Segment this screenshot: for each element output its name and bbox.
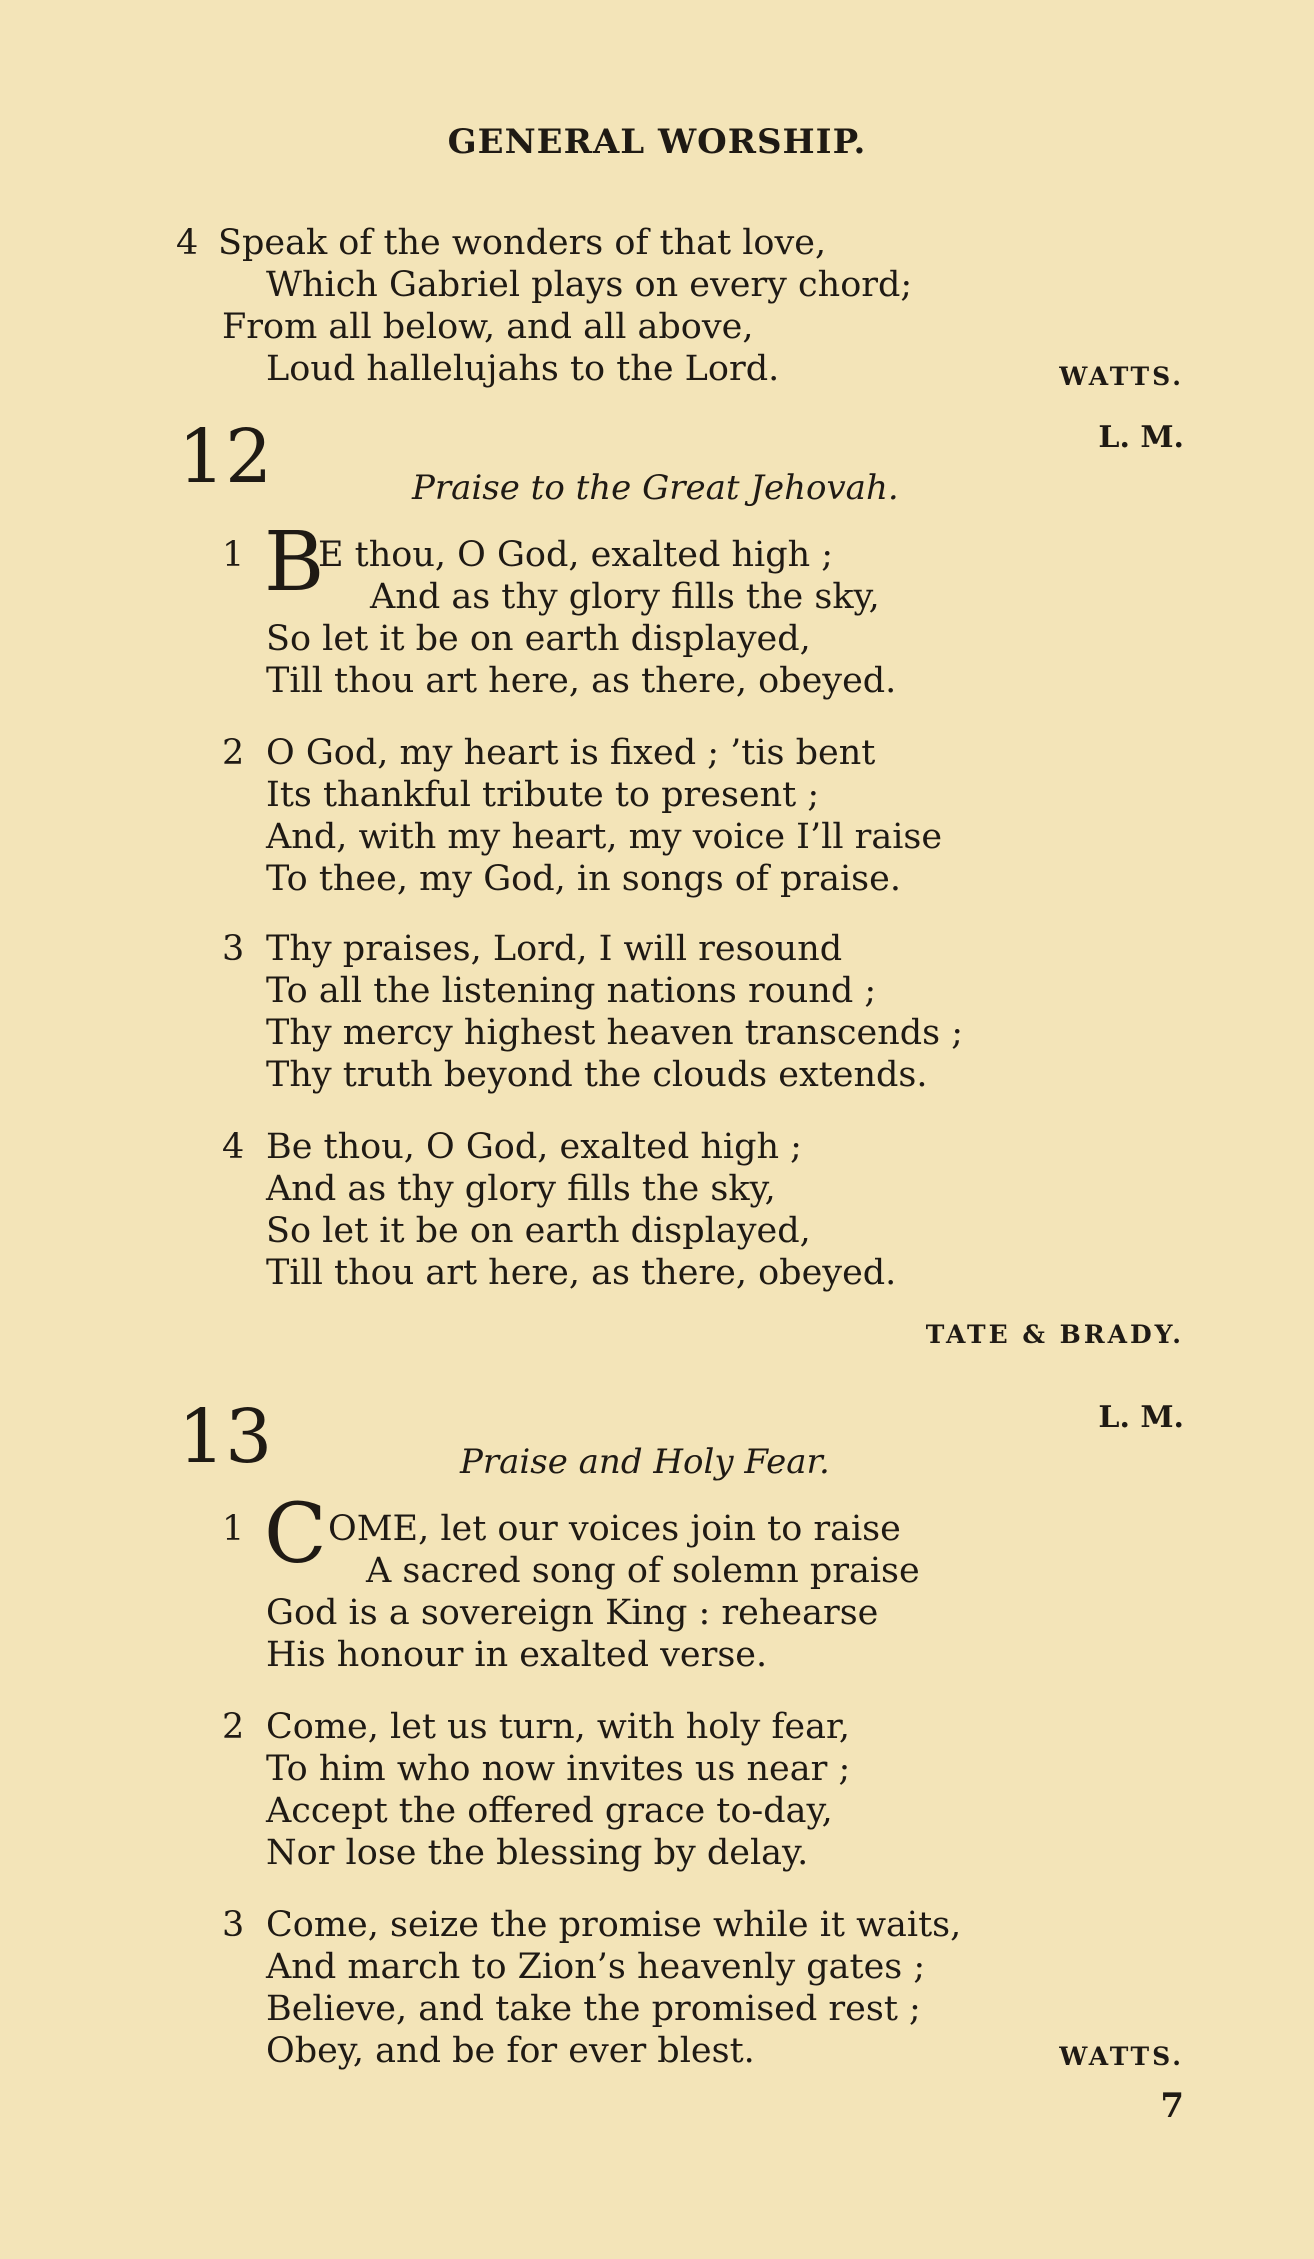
- verse-line: Thy truth beyond the clouds extends.: [266, 1055, 928, 1095]
- verse-line: From all below, and all above,: [222, 307, 754, 347]
- verse-line: Its thankful tribute to present ;: [266, 775, 820, 815]
- drop-cap: B: [264, 515, 325, 610]
- verse-line: Till thou art here, as there, obeyed.: [266, 1253, 897, 1293]
- verse-line: And as thy glory fills the sky,: [370, 577, 880, 617]
- verse-line: Nor lose the blessing by delay.: [266, 1833, 809, 1873]
- verse-line: His honour in exalted verse.: [266, 1635, 768, 1675]
- verse-line: Come, let us turn, with holy fear,: [266, 1707, 850, 1747]
- verse-line: Till thou art here, as there, obeyed.: [266, 661, 897, 701]
- verse-line: Thy mercy highest heaven transcends ;: [266, 1013, 964, 1053]
- drop-cap: C: [264, 1487, 327, 1582]
- verse-line: And, with my heart, my voice I’ll raise: [266, 817, 943, 857]
- hymn-number: 13: [178, 1394, 273, 1480]
- hymn-number: 12: [178, 414, 273, 500]
- verse-number: 1: [222, 1509, 245, 1549]
- verse-line: Accept the offered grace to-day,: [266, 1791, 833, 1831]
- verse-line: To him who now invites us near ;: [266, 1749, 851, 1789]
- verse-line: A sacred song of solemn praise: [366, 1551, 920, 1591]
- running-header: GENERAL WORSHIP.: [447, 122, 867, 162]
- verse-number: 4: [222, 1127, 245, 1167]
- page-number: 7: [1160, 2086, 1184, 2126]
- verse-line: Thy praises, Lord, I will resound: [266, 929, 843, 969]
- verse-number: 4: [176, 223, 199, 263]
- verse-line: Speak of the wonders of that love,: [218, 223, 827, 263]
- verse-number: 3: [222, 929, 245, 969]
- hymn-title: Praise to the Great Jehovah.: [412, 468, 899, 508]
- verse-line: E thou, O God, exalted high ;: [318, 535, 834, 575]
- verse-line: God is a sovereign King : rehearse: [266, 1593, 879, 1633]
- verse-line: And march to Zion’s heavenly gates ;: [266, 1947, 926, 1987]
- hymn-meter: L. M.: [1098, 1400, 1184, 1435]
- verse-line: Obey, and be for ever blest.: [266, 2031, 755, 2071]
- verse-line: So let it be on earth displayed,: [266, 619, 811, 659]
- hymn-meter: L. M.: [1098, 420, 1184, 455]
- verse-line: OME, let our voices join to raise: [328, 1509, 901, 1549]
- hymn-title: Praise and Holy Fear.: [460, 1442, 830, 1482]
- verse-line: O God, my heart is fixed ; ’tis bent: [266, 733, 876, 773]
- verse-line: Be thou, O God, exalted high ;: [266, 1127, 802, 1167]
- verse-number: 2: [222, 733, 245, 773]
- verse-number: 1: [222, 535, 245, 575]
- verse-line: To thee, my God, in songs of praise.: [266, 859, 901, 899]
- verse-line: To all the listening nations round ;: [266, 971, 877, 1011]
- verse-number: 3: [222, 1905, 245, 1945]
- author-credit: WATTS.: [1059, 362, 1184, 391]
- verse-line: So let it be on earth displayed,: [266, 1211, 811, 1251]
- author-credit: TATE & BRADY.: [925, 1320, 1184, 1349]
- verse-line: And as thy glory fills the sky,: [266, 1169, 776, 1209]
- author-credit: WATTS.: [1059, 2042, 1184, 2071]
- verse-line: Come, seize the promise while it waits,: [266, 1905, 962, 1945]
- verse-line: Which Gabriel plays on every chord;: [266, 265, 913, 305]
- verse-line: Believe, and take the promised rest ;: [266, 1989, 921, 2029]
- verse-number: 2: [222, 1707, 245, 1747]
- verse-line: Loud hallelujahs to the Lord.: [266, 349, 780, 389]
